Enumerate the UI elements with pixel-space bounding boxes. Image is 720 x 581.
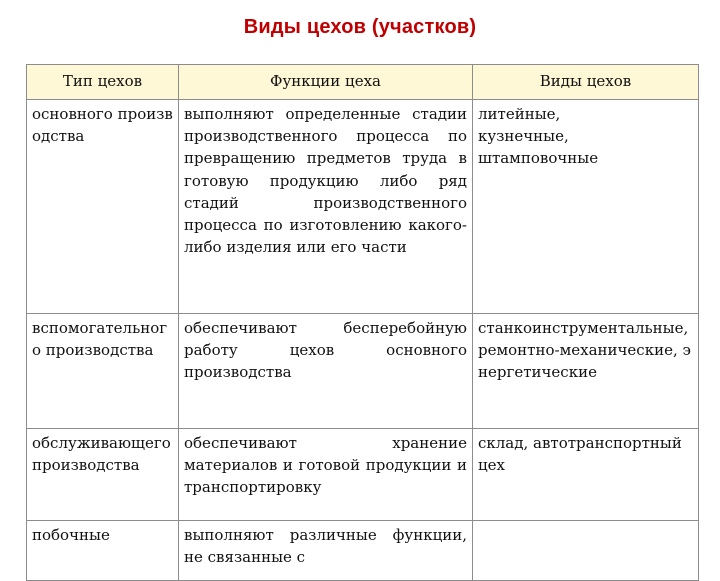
cell-type: вспомогательного производства: [27, 314, 179, 429]
table-header-row: [27, 65, 699, 100]
table-row: [27, 314, 699, 429]
table-row: [27, 429, 699, 521]
cell-type: побочные: [27, 521, 179, 581]
table-row: [27, 100, 699, 314]
cell-function: выполняют определенные стадии производственного процесса по превращению предметов труда в готовую продукцию либо ряд стадий производственного процесса по изготовлению какого-либо изделия или его части: [179, 100, 473, 314]
cell-function: обеспечивают хранение материалов и готовой продукции и транспортировку: [179, 429, 473, 521]
table-row: [27, 521, 699, 581]
cell-kinds: станкоинструментальные, ремонтно-механические, энергетические: [473, 314, 699, 429]
cell-type: основного производства: [27, 100, 179, 314]
cell-kinds: склад, автотранспортный цех: [473, 429, 699, 521]
cell-kinds: литейные, кузнечные, штамповочные: [473, 100, 699, 314]
cell-type: обслуживающего производства: [27, 429, 179, 521]
cell-function: выполняют различные функции, не связанные с: [179, 521, 473, 581]
workshop-types-table: [26, 64, 699, 581]
column-header-kinds: Виды цехов: [473, 65, 699, 100]
cell-kinds: [473, 521, 699, 581]
cell-function: обеспечивают бесперебойную работу цехов основного производства: [179, 314, 473, 429]
column-header-type: Тип цехов: [27, 65, 179, 100]
page-title: Виды цехов (участков): [243, 16, 477, 38]
column-header-function: Функции цеха: [179, 65, 473, 100]
